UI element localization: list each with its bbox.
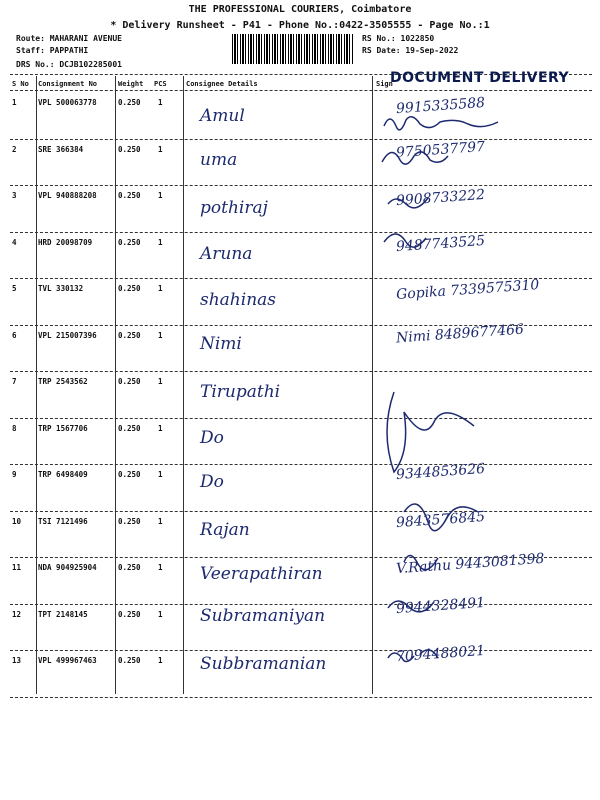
consignee-name: Subramaniyan [200,606,326,626]
recipient-phone: 9915335588 [395,94,486,118]
consignment-number: TRP 1567706 [38,423,88,433]
row-divider [10,697,592,698]
column-header-sign: Sign [376,80,393,88]
consignee-name: Rajan [200,520,250,540]
pieces-count: 1 [158,377,163,386]
consignment-number: TVL 330132 [38,284,84,293]
row-serial-number: 8 [12,423,17,433]
weight-value: 0.250 [118,609,141,619]
row-serial-number: 4 [12,237,17,247]
consignment-number: TRP 2543562 [38,377,88,386]
consignee-name: pothiraj [200,198,268,218]
signature-mark [384,117,498,130]
signature-mark [404,555,438,569]
consignment-number: VPL 940888208 [38,191,97,200]
column-header-weight: Weight [118,80,144,88]
pieces-count: 1 [158,516,163,526]
recipient-phone: 9487743525 [395,232,486,256]
column-divider [36,76,37,694]
recipient-phone: 7094488021 [395,642,486,666]
consignee-name: Nimi [200,334,242,354]
consignee-name: uma [200,150,238,170]
weight-value: 0.250 [118,656,141,665]
signature-mark [387,392,474,472]
row-serial-number: 13 [12,656,22,665]
signature-mark [388,601,434,612]
weight-value: 0.250 [118,516,141,526]
pieces-count: 1 [158,470,163,479]
row-serial-number: 1 [12,98,17,107]
weight-value: 0.250 [118,563,141,572]
signature-mark [382,152,448,164]
weight-value: 0.250 [118,377,141,386]
consignee-name: Subbramanian [200,654,327,674]
signature-mark [404,504,478,531]
column-divider [183,76,184,694]
recipient-phone: 9750537797 [395,138,486,162]
consignee-name: Aruna [200,244,253,264]
consignee-name: shahinas [200,290,277,310]
consignee-name: Amul [200,106,245,126]
row-serial-number: 7 [12,377,17,386]
company-title: THE PROFESSIONAL COURIERS, Coimbatore [188,4,412,15]
consignee-name: Do [200,472,224,492]
consignment-number: VPL 500063778 [38,98,97,107]
pieces-count: 1 [158,330,163,340]
column-header-consignee: Consignee Details [186,80,258,88]
recipient-phone: Nimi 8489677466 [395,321,525,347]
weight-value: 0.250 [118,191,141,200]
barcode-image [232,34,354,64]
row-serial-number: 6 [12,330,17,340]
signature-mark [388,198,428,208]
consignment-number: NDA 904925904 [38,563,97,572]
recipient-phone: Gopika 7339575310 [395,277,540,303]
weight-value: 0.250 [118,470,141,479]
pieces-count: 1 [158,423,163,433]
runsheet-title: * Delivery Runsheet - P41 - Phone No.:0422-3505555 - Page No.:1 [110,20,490,31]
recipient-phone: 9843576845 [395,508,486,532]
consignment-number: TRP 6498409 [38,470,88,479]
consignee-name: Veerapathiran [200,564,323,584]
signature-mark [384,234,426,247]
consignment-number: VPL 215007396 [38,330,97,340]
column-divider [115,76,116,694]
column-header-pcs: PCS [154,80,167,88]
weight-value: 0.250 [118,98,141,107]
rs-number: RS No.: 1022850 [362,34,435,43]
staff-label: Staff: PAPPATHI [16,46,89,55]
consignment-number: SRE 366384 [38,144,84,154]
consignment-number: HRD 20098709 [38,237,93,247]
pieces-count: 1 [158,237,163,247]
recipient-phone: 9344853626 [395,460,486,484]
pieces-count: 1 [158,609,163,619]
row-serial-number: 2 [12,144,17,154]
weight-value: 0.250 [118,144,141,154]
consignment-number: VPL 499967463 [38,656,97,665]
column-header-consignment: Consignment No [38,80,98,88]
recipient-phone: V.Rathu 9443081398 [395,550,545,578]
pieces-count: 1 [158,563,163,572]
row-serial-number: 10 [12,516,22,526]
row-serial-number: 9 [12,470,17,479]
header-bottom-rule [10,90,592,91]
weight-value: 0.250 [118,284,141,293]
pieces-count: 1 [158,284,163,293]
weight-value: 0.250 [118,237,141,247]
consignee-name: Tirupathi [200,382,281,402]
consignment-number: TPT 2148145 [38,609,88,619]
signature-mark [388,650,438,662]
consignment-number: TSI 7121496 [38,516,88,526]
weight-value: 0.250 [118,423,141,433]
weight-value: 0.250 [118,330,141,340]
rs-date: RS Date: 19-Sep-2022 [362,46,459,55]
consignee-name: Do [200,428,224,448]
pieces-count: 1 [158,144,163,154]
row-serial-number: 11 [12,563,22,572]
recipient-phone: 9908733222 [395,186,486,210]
document-delivery-stamp: DOCUMENT DELIVERY [390,70,570,86]
column-header-sno: S No [12,80,29,88]
row-serial-number: 3 [12,191,17,200]
pieces-count: 1 [158,191,163,200]
signature-scribbles [374,92,596,692]
drs-number: DRS No.: DCJB102285001 [16,60,122,69]
row-serial-number: 12 [12,609,22,619]
route-label: Route: MAHARANI AVENUE [16,34,122,43]
column-divider [372,76,373,694]
pieces-count: 1 [158,656,163,665]
recipient-phone: 9944328491 [395,594,486,618]
row-serial-number: 5 [12,284,17,293]
pieces-count: 1 [158,98,163,107]
